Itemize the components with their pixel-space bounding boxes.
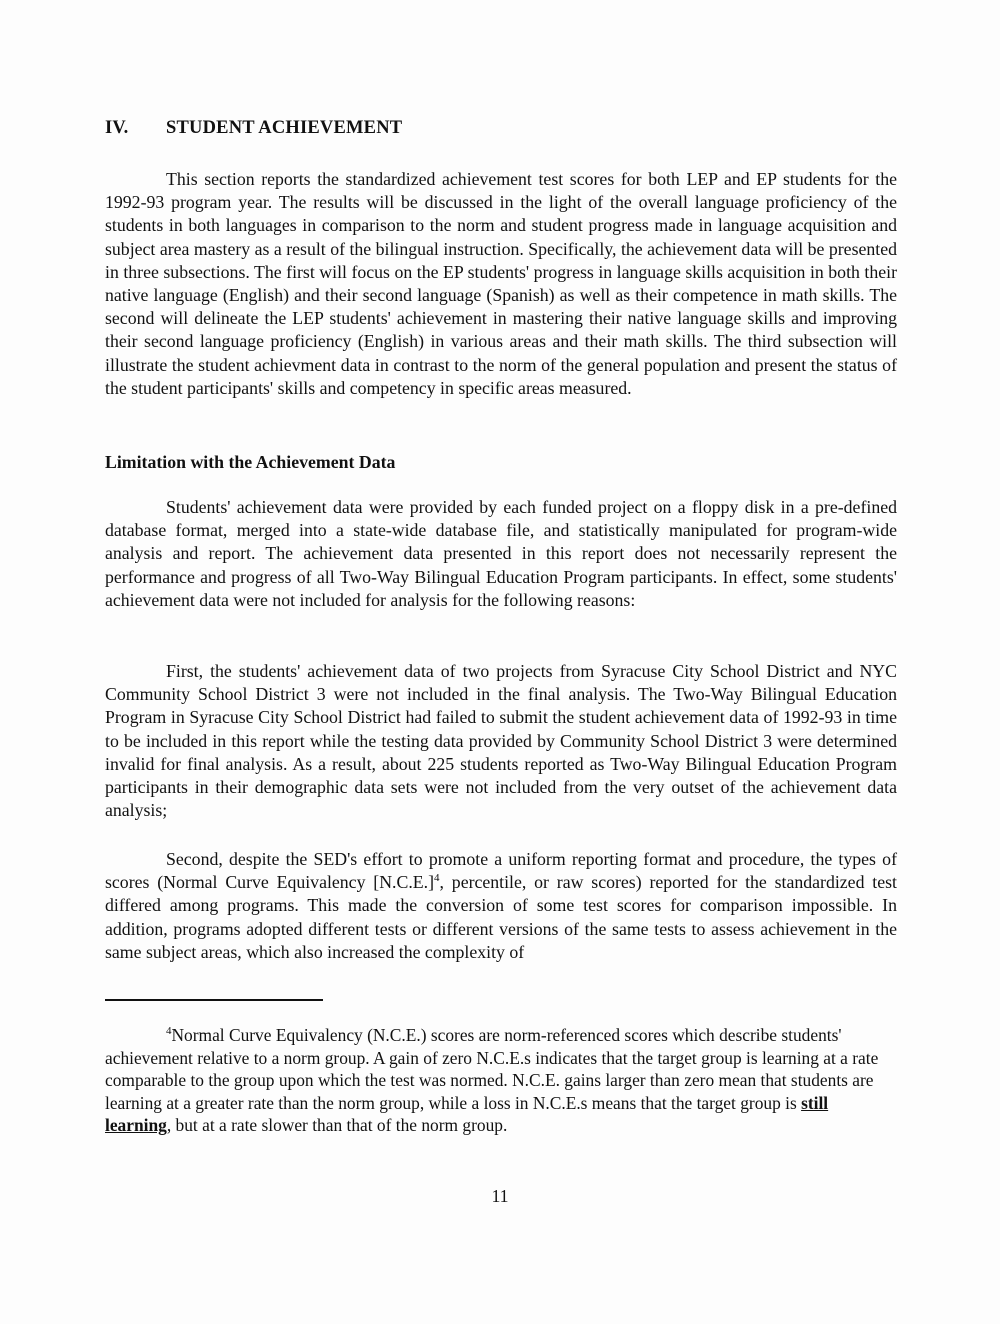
footnote-text-start: Normal Curve Equivalency (N.C.E.) scores are norm-referenced scores which describe students' achievement relative to a norm group. A gain of zero N.C.E.s indicates that the target group is learning at a rate comparable to the group upon which the test was normed. N.C.E. gains larger than zero mean that students are learning at a greater rate than the norm group, while a loss in N.C.E.s means that the target group is [105,1025,879,1113]
limitation-heading: Limitation with the Achievement Data [105,452,396,472]
intro-paragraph: This section reports the standardized achievement test scores for both LEP and EP students for the 1992-93 program year. The results will be discussed in the light of the overall language proficiency of the students in both languages in comparison to the norm and student progress made in language acquisition and subject area mastery as a result of the bilingual instruction. Specifically, the achievement data will be presented in three subsections. The first will focus on the EP students' progress in language skills acquisition in both their native language (English) and their second language (Spanish) as well as their competence in math skills. The second will delineate the LEP students' achievement in mastering their native language skills and improving their second language proficiency (English) in various areas and their math skills. The third subsection will illustrate the student achievment data in contrast to the norm of the general population and present the status of the student participants' skills and competency in specific areas measured. [105,169,897,398]
section-number: IV. [105,118,129,138]
footnote-mark: 4 [166,1025,172,1038]
section-heading [105,118,402,139]
section-title: STUDENT ACHIEVEMENT [166,118,403,138]
footnote-text-end: , but at a rate slower than that of the norm group. [166,1115,508,1136]
second-reason-text-start: Second, despite the SED's effort to promote a uniform reporting format and procedure, the types of scores (Normal Curve Equivalency [N.C.E.] [105,849,897,893]
second-reason-text-end: , percentile, or raw scores) reported for the standardized test differed among programs. This made the conversion of some test scores for comparison impossible. In addition, programs adopted different tests or different versions of the same tests to assess achievement in the same subject areas, which also increased the complexity of [105,872,897,962]
footnote-reference: 4 [434,872,440,885]
second-reason-paragraph [105,848,897,964]
footnote-emphasis: still learning [105,1092,829,1136]
page-number: 11 [491,1186,509,1206]
footnote-divider [105,999,323,1001]
first-reason-paragraph: First, the students' achievement data of two projects from Syracuse City School District and NYC Community School District 3 were not included in the final analysis. The Two-Way Bilingual Education Program in Syracuse City School District had failed to submit the student achievement data of 1992-93 in time to be included in this report while the testing data provided by Community School District 3 were determined invalid for final analysis. As a result, about 225 students reported as Two-Way Bilingual Education Program participants in their demographic data sets were not included from the very outset of the achievement data analysis; [105,661,897,821]
limitation-paragraph: Students' achievement data were provided by each funded project on a floppy disk in a pre-defined database format, merged into a state-wide database file, and statistically manipulated for program-wide analysis and report. The achievement data presented in this report does not necessarily represent the performance and progress of all Two-Way Bilingual Education Program participants. In effect, some students' achievement data were not included for analysis for the following reasons: [105,497,897,610]
footnote [105,1024,897,1137]
